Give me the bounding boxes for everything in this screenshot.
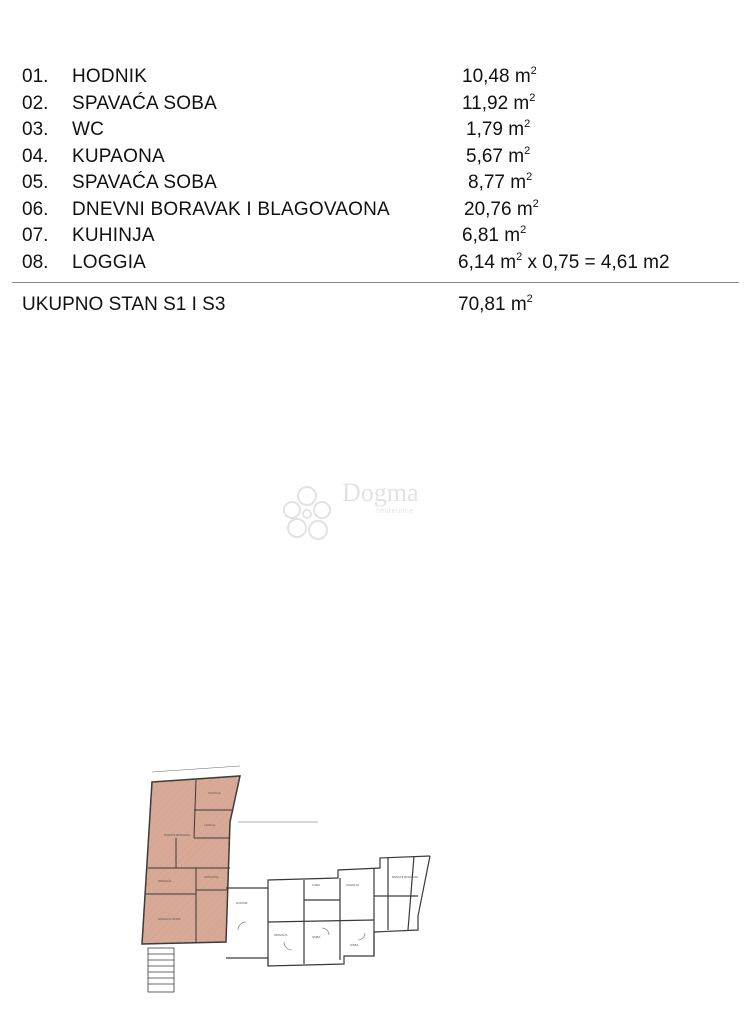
- room-row: [0, 170, 749, 197]
- watermark: [272, 474, 482, 554]
- svg-text:KUHINJA: KUHINJA: [346, 883, 359, 887]
- room-row: [0, 64, 749, 91]
- svg-text:SOBA: SOBA: [350, 943, 359, 947]
- room-number: 08.: [22, 251, 49, 273]
- room-name: WC: [72, 119, 105, 140]
- total-value: 70,81 $m^2$: [458, 293, 533, 315]
- room-name: KUHINJA: [72, 225, 155, 246]
- room-number: 03.: [22, 119, 49, 140]
- room-area: 6,14 $m^2$ x 0,75 = 4,61 m2: [458, 250, 670, 273]
- room-area: 5,67 $m^2$: [466, 144, 531, 167]
- room-number: 02.: [22, 92, 49, 114]
- flower-logo-icon: [272, 474, 342, 554]
- room-row: [0, 144, 749, 171]
- room-name: HODNIK: [72, 66, 148, 87]
- svg-text:KUPAONA: KUPAONA: [204, 875, 219, 879]
- svg-text:LOGGIA: LOGGIA: [204, 823, 216, 827]
- svg-text:SOBA: SOBA: [312, 935, 321, 939]
- room-area: 6,81 $m^2$: [462, 224, 527, 246]
- svg-text:DNEVNI BORAVAK: DNEVNI BORAVAK: [164, 833, 191, 837]
- svg-text:HODNIK: HODNIK: [236, 901, 248, 905]
- room-number: 05.: [22, 172, 49, 193]
- room-row: [0, 117, 749, 144]
- svg-text:KUHINJA: KUHINJA: [208, 791, 221, 795]
- floor-plan: [118, 760, 448, 1000]
- room-name: LOGGIA: [72, 251, 147, 273]
- room-area: 1,79 $m^2$: [466, 118, 531, 140]
- room-name: SPAVAĆA SOBA: [72, 172, 217, 193]
- watermark-text: Dogma: [342, 478, 419, 507]
- svg-text:SPAVAĆA: SPAVAĆA: [158, 879, 172, 883]
- total-label: UKUPNO STAN S1 I S3: [22, 294, 226, 315]
- room-area: 10,48 $m^2$: [462, 65, 537, 87]
- svg-text:DNEVNI BORAVAK: DNEVNI BORAVAK: [392, 875, 419, 879]
- room-area: 20,76 $m^2$: [464, 197, 539, 220]
- total-row: [0, 291, 749, 319]
- room-number: 01.: [22, 66, 49, 87]
- room-row: [0, 91, 749, 118]
- room-row: [0, 223, 749, 250]
- room-area-list: [0, 64, 749, 276]
- room-area: 8,77 $m^2$: [468, 171, 533, 193]
- room-name: SPAVAĆA SOBA: [72, 92, 217, 114]
- svg-text:SPAVAĆA SOBA: SPAVAĆA SOBA: [158, 917, 181, 921]
- room-name: KUPAONA: [72, 145, 165, 167]
- divider: [12, 282, 739, 283]
- room-row: [0, 197, 749, 224]
- room-row: [0, 250, 749, 277]
- room-area: 11,92 $m^2$: [462, 91, 536, 114]
- room-number: 04.: [22, 145, 49, 167]
- svg-text:LOĐA: LOĐA: [312, 883, 321, 887]
- svg-text:SPAVAĆA: SPAVAĆA: [274, 933, 288, 937]
- floor-plan-drawing: [118, 760, 448, 1000]
- room-name: DNEVNI BORAVAK I BLAGOVAONA: [72, 198, 390, 220]
- room-number: 07.: [22, 225, 49, 246]
- room-number: 06.: [22, 198, 49, 220]
- watermark-subtext: nekretnine: [376, 508, 414, 515]
